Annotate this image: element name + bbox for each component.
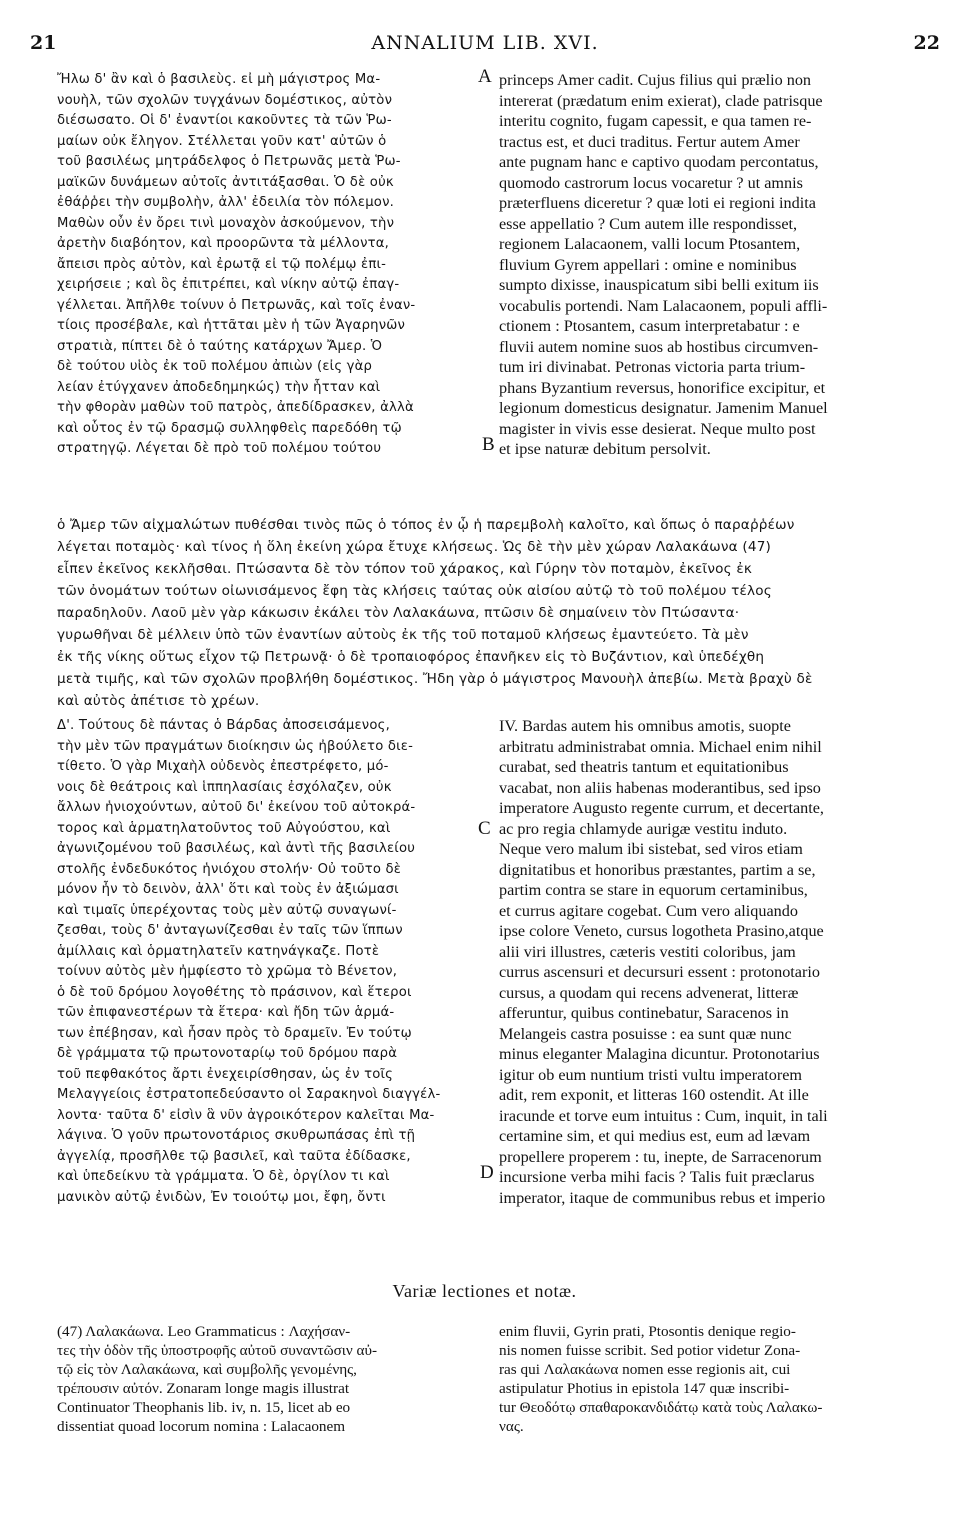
text-line: et currus agitare cogebat. Cum vero aliquando [499, 901, 798, 920]
text-line: præterfluens diceretur ? quæ loti ei regioni indita [499, 194, 816, 212]
text-line: τῶν ἐπιφανεστέρων τὰ ἕτερα· καὶ ἤδη τῶν ἁρμά- [57, 1005, 395, 1020]
text-line: μαϊκῶν δυνάμεων αὐτοῖς ἀντιτάξασθαι. Ὁ δὲ οὐκ [57, 174, 394, 190]
page-number-right: 22 [913, 32, 940, 54]
text-line: ἄλλων ἡνιοχούντων, αὐτοῦ δι' ἐκείνου τοῦ αὐτοκρά- [57, 800, 416, 815]
text-line: ἀγωνιζομένου τοῦ βασιλέως, καὶ ἀντὶ τῆς βασιλείου [57, 841, 416, 856]
margin-marker-a: A [478, 66, 492, 87]
text-line: τῶν ὀνομάτων τούτων οἰωνισάμενος ἔφη τὰς κλήσεις ταύτας οὐκ αἰσίου αὐτῷ τὸ τοῦ πολέμου τέλος [57, 583, 772, 599]
text-line: παραδηλοῦν. Λαοῦ μὲν γὰρ κάκωσιν ἐκάλει τὸν Λαλακάωνα, πτῶσιν δὲ σημαίνειν τὸν Πτώσαντα· [57, 605, 740, 621]
text-line: Continuator Theophanis lib. iv, n. 15, licet ab eo [57, 1399, 351, 1416]
text-line: λοντα· ταῦτα δ' εἰσὶν ἃ νῦν ἀγροικότερον καλεῖται Μα- [57, 1107, 435, 1123]
text-line: Neque vero malum ibi sistebat, sed viros etiam [499, 840, 803, 858]
text-line: sumpto dixisse, inauspicatum sibi belli exitum iis [499, 276, 819, 294]
text-line: ras qui Λαλακάωνα nomen esse regionis ait, cui [499, 1361, 791, 1378]
page-number-left: 21 [30, 32, 57, 54]
text-line: alii viri illustres, cæteris vestiti coloribus, jam [499, 942, 796, 961]
text-line: τίθετο. Ὁ γὰρ Μιχαὴλ οὐδενὸς ἐπεστρέφετο, μό- [57, 759, 389, 774]
text-line: imperator, itaque de communibus rebus et imperio [499, 1188, 826, 1207]
text-line: τίοις προσέβαλε, καὶ ἡττᾶται μὲν ἡ τῶν Ἀγαρηνῶν [57, 318, 406, 333]
text-line: Ἤλω δ' ἂν καὶ ὁ βασιλεὺς. εἰ μὴ μάγιστρος Μα- [57, 72, 381, 87]
notes-column-left [57, 1322, 467, 1436]
text-line: μανικὸν αὐτῷ ἐνιδὼν, Ἐν τοιούτῳ μοι, ἔφη, ὄντι [57, 1189, 386, 1205]
text-line: καὶ ὑπεδείκνυ τὰ γράμματα. Ὁ δὲ, ὀργίλον τι καὶ [57, 1169, 390, 1184]
text-line: τρέπουσιν αὐτόν. Zonaram longe magis illustrat [57, 1380, 350, 1397]
text-line: ac pro regia chlamyde aurigæ vestitu induto. [499, 819, 788, 838]
text-line: λείαν ἐτύγχανεν ἀποδεδημηκώς) τὴν ἧτταν καὶ [57, 379, 381, 395]
latin-column-bottom [499, 716, 937, 1208]
text-line: νουὴλ, τῶν σχολῶν τυγχάνων δομέστικος, αὐτὸν [57, 92, 393, 108]
text-line: Μαθὼν οὖν ἐν ὄρει τινὶ μοναχὸν ἀσκούμενον, τὴν [57, 215, 395, 231]
text-line: νας. [499, 1418, 524, 1435]
text-line: ὁ δὲ τοῦ δρόμου λογοθέτης τὸ πράσινον, καὶ ἕτεροι [57, 984, 412, 1000]
text-line: τῷ εἰς τὸν Λαλακάωνα, καὶ συμβολῆς γενομένης, [57, 1361, 357, 1378]
text-line: astipulatur Photius in epistola 147 quæ inscribi- [499, 1380, 790, 1397]
text-line: δὲ γράμματα τῷ πρωτονοταρίῳ τοῦ δρόμου παρὰ [57, 1046, 398, 1061]
text-line: interitu cognito, fugam capessit, e qua tamen re- [499, 112, 812, 130]
text-line: στρατηγῷ. Λέγεται δὲ πρὸ τοῦ πολέμου τούτου [57, 441, 382, 456]
text-line: τὴν φθορὰν μαθὼν τοῦ πατρὸς, ἀπεδίδρασκεν, ἀλλὰ [57, 400, 414, 415]
text-line: propellere properem : tu, inepte, de Sarracenorum [499, 1147, 822, 1166]
text-line: arbitratu administrabat omnia. Michael enim nihil [499, 737, 822, 756]
text-line: fluvium Gyrem appellari : omine e nominibus [499, 255, 797, 274]
text-line: ὁ Ἄμερ τῶν αἰχμαλώτων πυθέσθαι τινὸς πῶς ὁ τόπος ἐν ᾧ ἡ παρεμβολὴ καλοῖτο, καὶ ὅπως ὁ παραῤῥέων [57, 517, 795, 533]
text-line: νοις δὲ θεάτροις καὶ ἱππηλασίαις ἐσχόλαζεν, οὐκ [57, 779, 392, 795]
text-line: tractus est, et duci traditus. Fertur autem Amer [499, 132, 800, 151]
text-line: τορος καὶ ἁρματηλατοῦντος τοῦ Αὐγούστου, καὶ [57, 820, 391, 836]
text-line: regionem Lalacaonem, valli locum Ptosantem, [499, 235, 801, 253]
text-line: τοῦ πεφθακότος ἄρτι ἐνεχειρίσθησαν, ὡς ἐν τοῖς [57, 1066, 394, 1082]
text-line: μόνον ἦν τὸ δεινὸν, ἀλλ' ὅτι καὶ τοὺς ἐν ἀξιώμασι [57, 882, 399, 897]
text-line: ἐθάῤῥει τὴν συμβολὴν, ἀλλ' ἐδειλία τὸν πόλεμον. [57, 195, 395, 210]
text-line: στολῆς ἐνδεδυκότος ἡνιόχου στολήν· Οὐ τοῦτο δὲ [57, 861, 402, 877]
text-line: ἀρετὴν διαβόητον, καὶ προορῶντα τὰ μέλλοντα, [57, 236, 390, 251]
text-line: nis nomen fuisse scribit. Sed potior videtur Zona- [499, 1342, 801, 1359]
running-header [30, 32, 940, 58]
text-line: καὶ οὗτος ἐν τῷ δρασμῷ συλληφθεὶς παρεδόθη τῷ [57, 420, 402, 436]
text-line: ἁμίλλαις καὶ ὁρματηλατεῖν κατηνάγκαζε. Ποτὲ [57, 943, 380, 959]
text-line: Δ'. Τούτους δὲ πάντας ὁ Βάρδας ἀποσεισάμενος, [57, 718, 390, 733]
greek-column-top [57, 70, 489, 460]
latin-column-top [499, 70, 937, 460]
text-line: legionum domesticus designatur. Jamenim Manuel [499, 399, 828, 417]
text-line: vacabat, non aliis habenas moderantibus, sed ipso [499, 778, 821, 797]
text-line: esse appellatio ? Cum autem ille respondisset, [499, 214, 798, 233]
text-line: ἄπεισι πρὸς αὐτὸν, καὶ ἐρωτᾷ εἰ τῷ πολέμῳ ἐπι- [57, 256, 387, 272]
text-line: imperatore Augusto regente currum, et decertante, [499, 799, 824, 817]
text-line: γέλλεται. Ἀπῆλθε τοίνυν ὁ Πετρωνᾶς, καὶ τοῖς ἐναν- [57, 297, 416, 313]
notes-column-right [499, 1322, 937, 1436]
text-line: στρατιὰ, πίπτει δὲ ὁ ταύτης κατάρχων Ἄμερ. Ὁ [57, 338, 383, 354]
text-line: phans Byzantium reversus, honorifice excipitur, et [499, 378, 826, 397]
text-line: διέσωσατο. Οἱ δ' ἐναντίοι κακοῦντες τὰ τῶν Ῥω- [57, 113, 392, 128]
text-line: IV. Bardas autem his omnibus amotis, suopte [499, 717, 791, 735]
text-line: princeps Amer cadit. Cujus filius qui prælio non [499, 71, 812, 89]
text-line: minus eleganter Malagina dicuntur. Protonotarius [499, 1045, 820, 1063]
text-line: igitur ob eum nuntium tristi vultu imperatorem [499, 1065, 803, 1084]
text-line: τοίνυν αὐτὸς μὲν ἠμφίεστο τὸ χρῶμα τὸ Βένετον, [57, 964, 398, 979]
text-line: partim contra se stare in equorum certaminibus, [499, 881, 808, 899]
notes-heading: Variæ lectiones et notæ. [392, 1281, 577, 1301]
text-line: ante pugnam hanc e captivo quodam percontatus, [499, 153, 819, 171]
text-line: καὶ τιμαῖς ὑπερέχοντας τοὺς μὲν αὐτῷ συναγωνί- [57, 902, 397, 918]
text-line: Melangeis castra posuisse : ea sunt quæ nunc [499, 1024, 792, 1043]
running-title: ANNALIUM LIB. XVI. [371, 32, 599, 54]
text-line: intererat (prædatum enim exierat), clade patrisque [499, 91, 823, 110]
text-line: adit, rem exponit, et litteras 160 ostendit. At ille [499, 1086, 809, 1104]
text-line: ἐκ τῆς νίκης οὕτως εἶχον τῷ Πετρωνᾷ· ὁ δὲ τροπαιοφόρος ἐπανῆκεν εἰς τὸ Βυζάντιον, καὶ ὑπεδέχθη [57, 649, 765, 665]
margin-marker-c: C [478, 818, 491, 839]
text-line: λάγινα. Ὁ γοῦν πρωτονοτάριος σκυθρωπάσας ἐπὶ τῇ [57, 1128, 416, 1143]
text-line: γυρωθῆναι δὲ μέλλειν ὑπὸ τῶν ἐναντίων αὐτοὺς ἐκ τῆς τοῦ ποταμοῦ κλήσεως ἐμαντεύετο. Τὰ μὲν [57, 627, 749, 643]
text-line: ctionem : Ptosantem, casum interpretabatur : e [499, 317, 800, 335]
text-line: των ἐπέβησαν, καὶ ἦσαν πρὸς τὸ δραμεῖν. Ἐν τούτῳ [57, 1025, 412, 1041]
text-line: iracunde et torve eum intuitus : Cum, inquit, in tali [499, 1106, 828, 1125]
text-line: quomodo castrorum locus vocaretur ? ut amnis [499, 173, 803, 192]
text-line: dignitatibus et honoribus præstantes, partim a se, [499, 860, 816, 879]
text-line: vocabulis portendi. Nam Lalacaonem, populi affli- [499, 296, 828, 315]
greek-full-width-block [57, 514, 937, 712]
text-line: fluvii autem nomine suos ab hostibus circumven- [499, 337, 819, 356]
text-line: (47) Λαλακάωνα. Leo Grammaticus : Λαχήσαν- [57, 1323, 351, 1340]
text-line: tum iri divinabat. Petronas victoria parta trium- [499, 358, 806, 376]
text-line: curabat, sed theatris tantum et equitationibus [499, 758, 789, 776]
text-line: incursione verba mihi facis ? Talis fuit præclarus [499, 1168, 815, 1186]
text-line: enim fluvii, Gyrin prati, Ptosontis denique regio- [499, 1323, 796, 1340]
text-line: μετὰ τιμῆς, καὶ τῶν σχολῶν προβλήθη δομέστικος. Ἤδη γὰρ ὁ μάγιστρος Μανουὴλ ἀπεβίω. Μετὰ βραχὺ δὲ [57, 671, 813, 687]
text-line: tur Θεοδότῳ σπαθαροκανδιδάτῳ κατὰ τοὺς Λαλακω- [499, 1399, 823, 1416]
text-line: ἀγγελίᾳ, προσῆλθε τῷ βασιλεῖ, καὶ ταῦτα ἐδίδασκε, [57, 1148, 411, 1164]
text-line: τες τὴν ὁδὸν τῆς ὑποστροφῆς αὐτοῦ συναντῶσιν αὐ- [57, 1342, 378, 1359]
text-line: ζεσθαι, τοὺς δ' ἀνταγωνίζεσθαι ἐν ταῖς τῶν ἵππων [57, 923, 403, 938]
text-line: currus ascensuri et decursuri essent : protonotario [499, 963, 820, 981]
margin-marker-b: B [482, 434, 495, 455]
text-line: ipse colore Veneto, cursus logotheta Prasino,atque [499, 922, 824, 940]
text-line: δὲ τούτου υἱὸς ἐκ τοῦ πολέμου ἀπιὼν (εἰς γὰρ [57, 359, 373, 374]
margin-marker-d: D [480, 1162, 494, 1183]
text-line: καὶ αὐτὸς ἀπέτισε τὸ χρέων. [57, 693, 260, 709]
text-line: magister in vivis esse desierat. Neque multo post [499, 419, 816, 438]
text-line: afferuntur, quibus continebatur, Saracenos in [499, 1004, 789, 1022]
text-line: εἶπεν ἐκεῖνος κεκλῆσθαι. Πτώσαντα δὲ τὸν τόπον τοῦ χάρακος, καὶ Γύρην τὸν ποταμὸν, ἐκεῖνος ἐκ [57, 561, 753, 577]
text-line: certamine sim, et qui medius est, eum ad lævam [499, 1127, 811, 1145]
text-line: τοῦ βασιλέως μητράδελφος ὁ Πετρωνᾶς μετὰ Ῥω- [57, 154, 401, 169]
text-line: dissentiat quoad locorum nomina : Lalacaonem [57, 1418, 346, 1435]
text-line: χειρήσειε ; καὶ ὃς ἐπιτρέπει, καὶ νίκην αὐτῷ ἐπαγ- [57, 277, 400, 292]
text-line: μαίων οὐκ ἔληγον. Στέλλεται γοῦν κατ' αὐτῶν ὁ [57, 133, 387, 149]
text-line: Μελαγγείοις ἐστρατοπεδεύσαντο οἱ Σαρακηνοὶ διαγγέλ- [57, 1087, 441, 1102]
text-line: λέγεται ποταμὸς· καὶ τίνος ἡ ὅλη ἐκείνη χώρα ἔτυχε κλήσεως. Ὡς δὲ τὴν μὲν χώραν Λαλακάωνα (47) [57, 539, 772, 555]
text-line: cursus, a quodam qui recens advenerat, litteræ [499, 983, 799, 1002]
greek-column-bottom [57, 716, 489, 1208]
text-line: τὴν μὲν τῶν πραγμάτων διοίκησιν ὡς ἠβούλετο διε- [57, 738, 414, 754]
text-line: et ipse naturæ debitum persolvit. [499, 440, 711, 458]
